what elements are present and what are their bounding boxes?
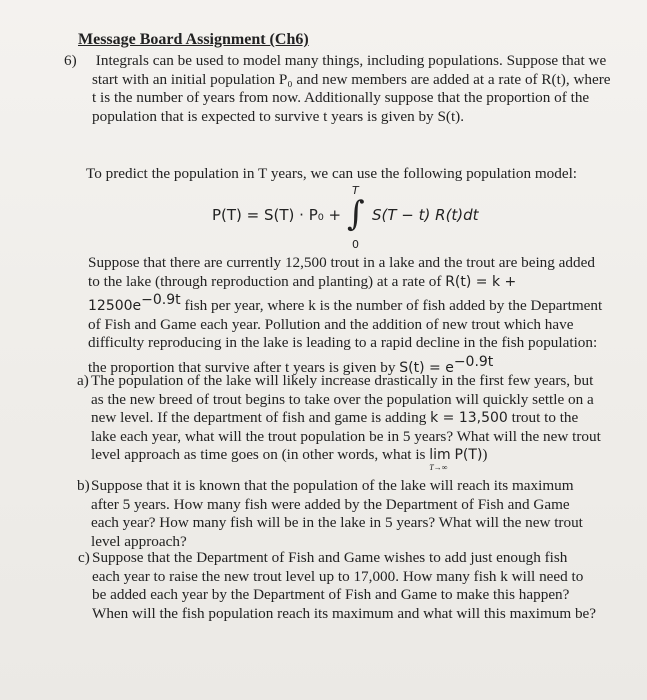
part-b xyxy=(77,477,587,551)
part-a-label: a) xyxy=(77,372,89,389)
part-c xyxy=(78,549,598,623)
part-c-text: Suppose that the Department of Fish and Game wishes to add just enough fish each year to raise the new trout level up to 17,000. How many fish k will need to be added each year by the Department of Fish and Game to make this happen? When will the fish population reach its maximum and what will this maximum be? xyxy=(92,549,597,622)
limit-expression xyxy=(429,446,451,472)
part-a-closing: ) xyxy=(482,446,488,463)
survival-exponent: −0.9t xyxy=(453,353,494,370)
assignment-title: Message Board Assignment (Ch6) xyxy=(78,31,309,48)
integral-sign-icon: ∫ xyxy=(347,194,365,234)
limit-label: lim xyxy=(429,447,451,463)
limit-function: P(T) xyxy=(454,447,483,463)
limit-subscript: T→∞ xyxy=(429,463,448,472)
formula-integrand: S(T − t) R(t)dt xyxy=(372,206,479,224)
integral-upper-limit: T xyxy=(352,184,359,197)
part-c-label: c) xyxy=(78,549,90,566)
part-a-text-2: trout to the lake each year, what will the trout population be in 5 years? What will the new trout level approach as time goes on (in other words, what is xyxy=(91,409,601,463)
part-a-text-1: The population of the lake will likely increase drastically in the first few years, but as the new breed of trout begins to take over the population will quickly settle on a new level. If the department of fish and game is adding xyxy=(91,372,594,426)
scenario-text-1: Suppose that there are currently 12,500 trout in a lake and the trout are being added to the lake (through reproduction and planting) at a rate of xyxy=(88,254,595,290)
part-b-label: b) xyxy=(77,477,90,494)
integral-lower-limit: 0 xyxy=(352,238,359,251)
question-intro-text: Integrals can be used to model many things, including populations. Suppose that we start with an initial population P₀ and new members are added at a rate of R(t), where t is the number of years from now. Additionally suppose that the proportion of the population that is expected to survive t years is given by S(t). xyxy=(92,52,611,125)
part-a-k-expression: k = 13,500 xyxy=(430,410,508,426)
question-number: 6) xyxy=(64,52,77,69)
rate-expression: R(t) = k + xyxy=(445,273,517,290)
survival-expression: S(t) = e xyxy=(399,359,454,376)
scenario-text-2: fish per year, where k is the number of fish added by the Department of Fish and Game each year. Pollution and the addition of new trout which have difficulty reproducing in the lake is leading to a rapid decline in the fish population: the proportion that survive after t years is given by xyxy=(88,297,603,376)
predict-text: To predict the population in T years, we can use the following population model: xyxy=(86,165,578,182)
population-formula xyxy=(212,184,512,252)
part-b-text: Suppose that it is known that the population of the lake will reach its maximum after 5 years. How many fish were added by the Department of Fish and Game each year? How many fish will be in the lake in 5 years? What will the new trout level approach? xyxy=(91,477,583,550)
rate-base: 12500e xyxy=(88,298,142,315)
question-intro xyxy=(64,52,613,126)
part-a xyxy=(77,372,607,472)
rate-exponent: −0.9t xyxy=(141,292,181,308)
formula-lhs: P(T) = S(T) · P₀ + xyxy=(212,206,342,224)
scenario-paragraph xyxy=(88,254,608,377)
